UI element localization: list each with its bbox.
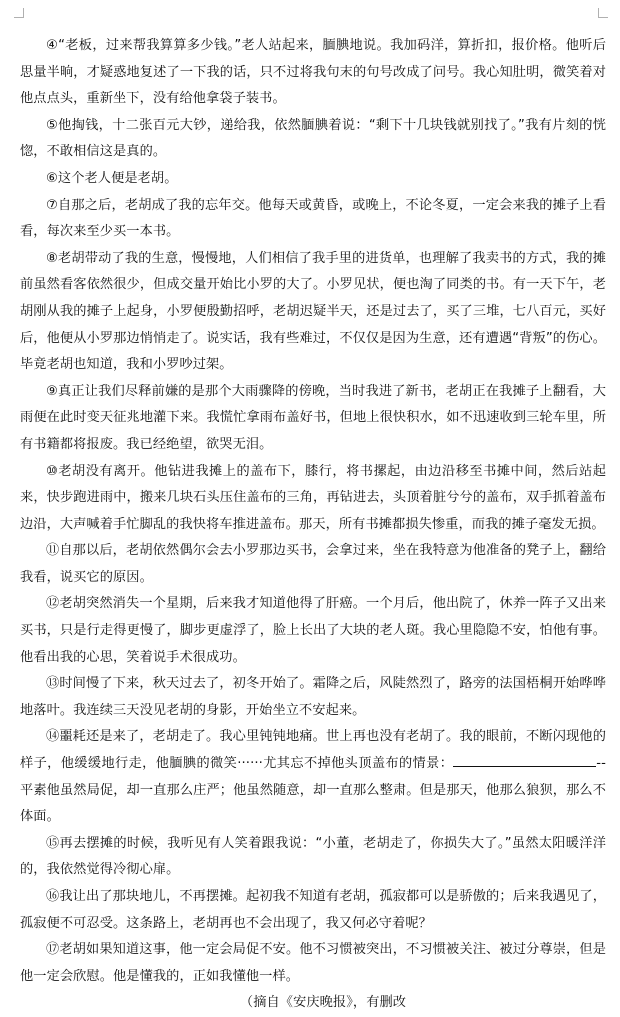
fill-in-blank-continued [558,752,596,767]
paragraph-11: ⑪自那以后，老胡依然偶尔会去小罗那边买书，会拿过来，坐在我特意为他准备的凳子上，翻给我看，说买它的原因。 [20,543,606,585]
fill-in-blank [453,752,558,767]
paragraph-8: ⑧老胡带动了我的生意，慢慢地，人们相信了我手里的进货单，也理解了我卖书的方式，我的摊前虽然看客依然很少，但成交量开始比小罗的大了。小罗见状，便也淘了同类的书。有一天下午，老胡刚从我的摊子上起身，小罗便殷勤招呼，老胡迟疑半天，还是过去了，买了三堆，七八百元，买好后，他便从小罗那边悄悄走了。说实话，我有些难过，不仅仅是因为生意，还有遭遇“背叛”的伤心。毕竟老胡也知道，我和小罗吵过架。 [20,250,606,373]
article-body [20,33,606,1017]
paragraph-14-tail: --平素他虽然局促，却一直那么庄严；他虽然随意，却一直那么整肃。但是那天，他那么狼狈，那么不体面。 [20,756,606,825]
page-corner-mark-right [598,8,608,18]
paragraph-17: ⑰老胡如果知道这事，他一定会局促不安。他不习惯被突出，不习惯被关注、被过分尊崇，但是他一定会欣慰。他是懂我的，正如我懂他一样。 [20,942,606,984]
page-corner-mark-left [14,8,24,18]
paragraph-15: ⑮再去摆摊的时候，我听见有人笑着跟我说：“小董，老胡走了，你损失大了。”虽然太阳暖洋洋的，我依然觉得冷彻心扉。 [20,835,606,878]
paragraph-7: ⑦自那之后，老胡成了我的忘年交。他每天或黄昏，或晚上，不论冬夏，一定会来我的摊子上看看，每次来至少买一本书。 [20,197,606,240]
paragraph-10: ⑩老胡没有离开。他钻进我摊上的盖布下，膝行，将书摞起，由边沿移至书摊中间，然后站起来，快步跑进雨中，搬来几块石头压住盖布的三角，再钻进去，头顶着脏兮兮的盖布，双手抓着盖布边沿，大声喊着手忙脚乱的我快将车推进盖布。那天，所有书摊都损失惨重，而我的摊子毫发无损。 [20,463,606,532]
paragraph-13: ⑬时间慢了下来，秋天过去了，初冬开始了。霜降之后，风陡然烈了，路旁的法国梧桐开始哗哗地落叶。我连续三天没见老胡的身影，开始坐立不安起来。 [20,676,606,718]
paragraph-12: ⑫老胡突然消失一个星期，后来我才知道他得了肝癌。一个月后，他出院了，休养一阵子又出来买书，只是行走得更慢了，脚步更虚浮了，脸上长出了大块的老人斑。我心里隐隐不安，怕他有事。他看出我的心思，笑着说手术很成功。 [20,596,606,665]
paragraph-4: ④“老板，过来帮我算算多少钱。”老人站起来，腼腆地说。我加码洋，算折扣，报价格。他听后思量半晌，才疑惑地复述了一下我的话，只不过将我句末的句号改成了问号。我心知肚明，微笑着对他点点头，重新坐下，没有给他拿袋子装书。 [20,38,606,107]
paragraph-9: ⑨真正让我们尽释前嫌的是那个大雨骤降的傍晚，当时我进了新书，老胡正在我摊子上翻看，大雨便在此时变天征兆地灌下来。我慌忙拿雨布盖好书，但地上很快积水，如不迅速收到三轮车里，所有书籍都将报废。我已经绝望，欲哭无泪。 [20,383,606,452]
paragraph-14 [20,724,606,830]
paragraph-16: ⑯我让出了那块地儿，不再摆摊。起初我不知道有老胡，孤寂都可以是骄傲的；后来我遇见了，孤寂便不可忍受。这条路上，老胡再也不会出现了，我又何必守着呢？ [20,889,606,931]
paragraph-6: ⑥这个老人便是老胡。 [46,170,178,186]
source-citation: （摘自《安庆晚报》，有删改 [239,995,407,1011]
paragraph-14-text: ⑭噩耗还是来了，老胡走了。我心里钝钝地痛。世上再也没有老胡了。我的眼前，不断闪现他的样子，他缓缓地行走，他腼腆的微笑······尤其忘不掉他头顶盖布的情景： [20,729,606,772]
paragraph-5: ⑤他掏钱，十二张百元大钞，递给我，依然腼腆着说：“剩下十几块钱就别找了。”我有片刻的恍惚，不敢相信这是真的。 [20,117,606,160]
